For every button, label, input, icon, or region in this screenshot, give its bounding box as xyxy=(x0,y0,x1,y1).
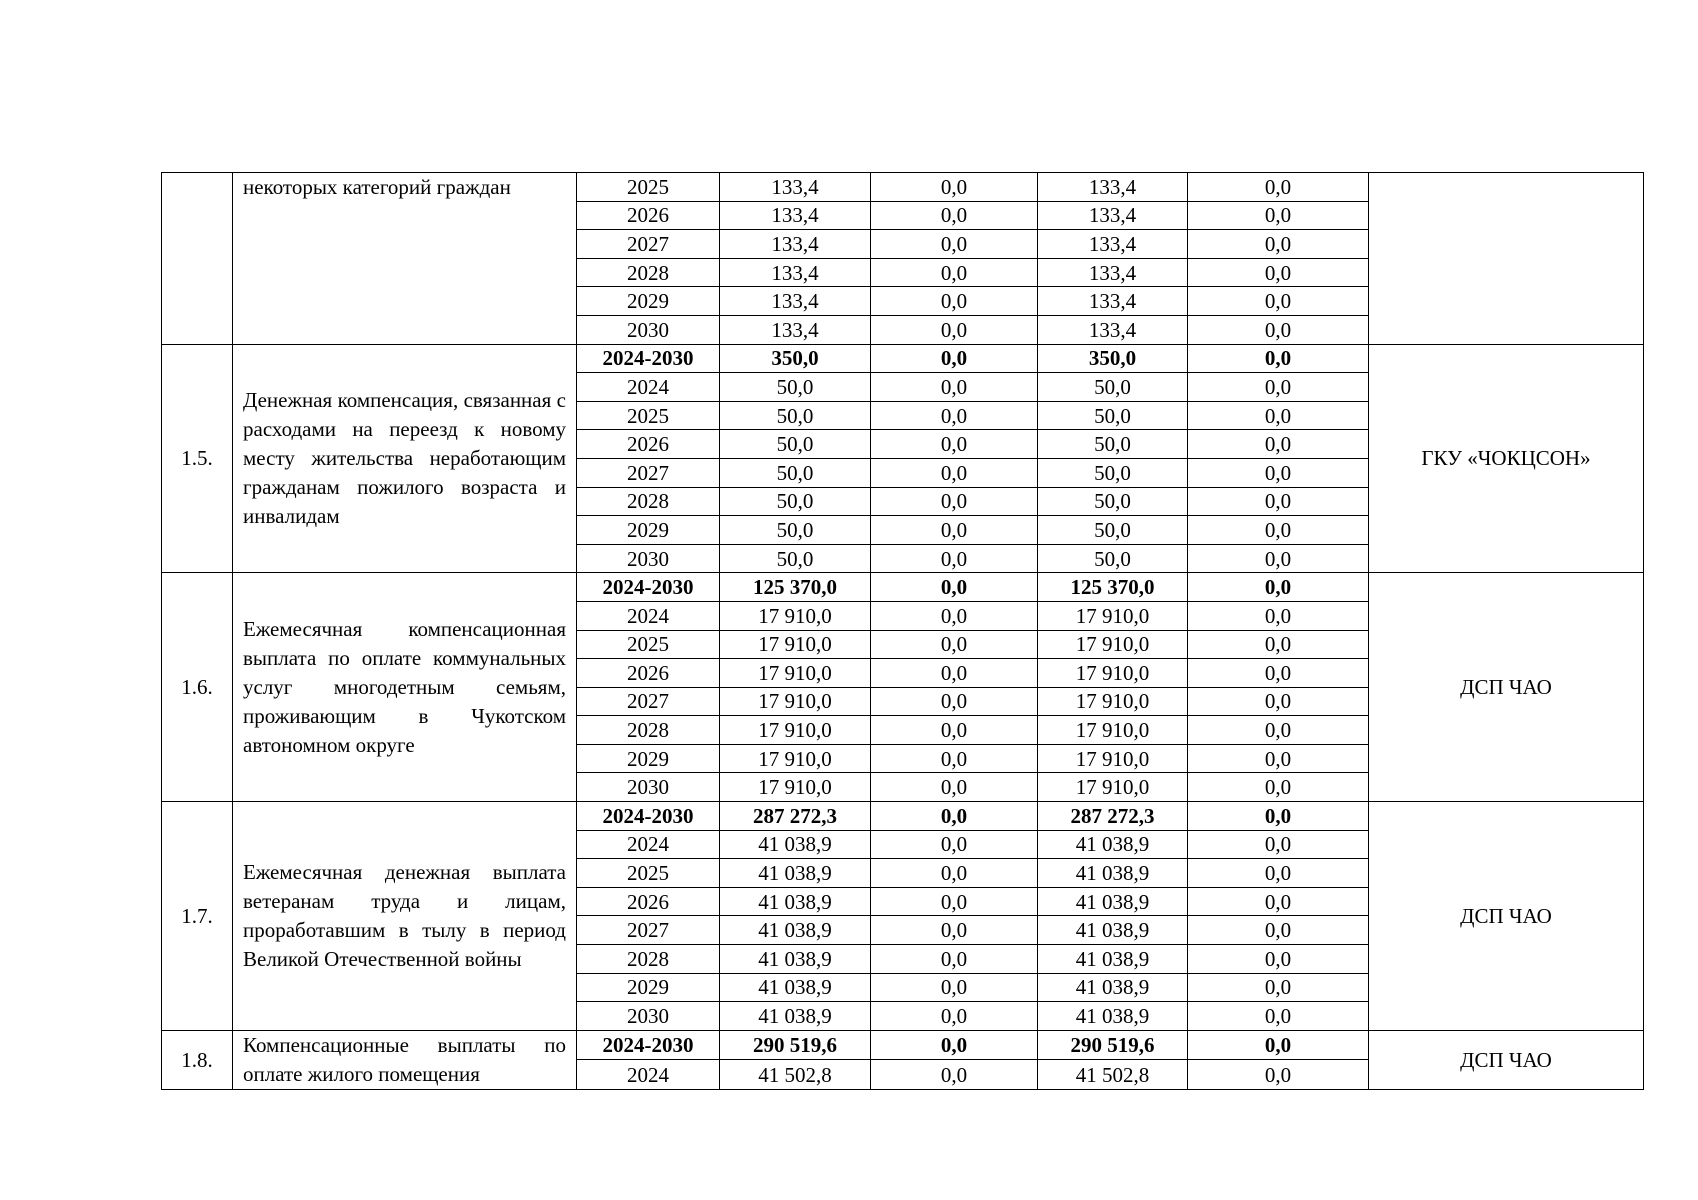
total-amount-cell: 50,0 xyxy=(720,373,871,402)
total-amount-cell: 17 910,0 xyxy=(720,744,871,773)
table-row-total xyxy=(162,573,1644,602)
regional-budget-cell: 133,4 xyxy=(1038,230,1188,259)
other-sources-cell: 0,0 xyxy=(1188,887,1369,916)
responsible-executor xyxy=(1369,173,1644,345)
federal-budget-cell: 0,0 xyxy=(871,630,1038,659)
federal-budget-cell: 0,0 xyxy=(871,973,1038,1002)
period-cell: 2026 xyxy=(577,430,720,459)
total-amount-cell: 41 038,9 xyxy=(720,916,871,945)
period-cell: 2028 xyxy=(577,258,720,287)
other-sources-cell: 0,0 xyxy=(1188,1002,1369,1031)
responsible-executor: ДСП ЧАО xyxy=(1369,573,1644,802)
period-cell: 2029 xyxy=(577,287,720,316)
other-sources-cell: 0,0 xyxy=(1188,230,1369,259)
other-sources-cell: 0,0 xyxy=(1188,601,1369,630)
period-cell: 2025 xyxy=(577,173,720,202)
other-sources-cell: 0,0 xyxy=(1188,458,1369,487)
regional-budget-cell: 41 038,9 xyxy=(1038,887,1188,916)
federal-budget-cell: 0,0 xyxy=(871,315,1038,344)
federal-budget-cell: 0,0 xyxy=(871,401,1038,430)
regional-budget-cell: 17 910,0 xyxy=(1038,601,1188,630)
period-cell: 2029 xyxy=(577,516,720,545)
period-cell: 2027 xyxy=(577,230,720,259)
other-sources-cell: 0,0 xyxy=(1188,430,1369,459)
federal-budget-cell: 0,0 xyxy=(871,230,1038,259)
regional-budget-cell: 41 038,9 xyxy=(1038,916,1188,945)
other-sources-cell: 0,0 xyxy=(1188,973,1369,1002)
other-sources-cell: 0,0 xyxy=(1188,1060,1369,1090)
regional-budget-cell: 125 370,0 xyxy=(1038,573,1188,602)
item-number: 1.5. xyxy=(162,344,233,573)
total-amount-cell: 50,0 xyxy=(720,458,871,487)
table-body xyxy=(162,173,1644,1090)
total-amount-cell: 17 910,0 xyxy=(720,659,871,688)
total-amount-cell: 50,0 xyxy=(720,430,871,459)
regional-budget-cell: 50,0 xyxy=(1038,401,1188,430)
total-amount-cell: 287 272,3 xyxy=(720,802,871,831)
period-cell: 2030 xyxy=(577,544,720,573)
period-cell: 2028 xyxy=(577,945,720,974)
period-cell: 2024 xyxy=(577,373,720,402)
total-amount-cell: 50,0 xyxy=(720,516,871,545)
period-cell: 2030 xyxy=(577,1002,720,1031)
regional-budget-cell: 50,0 xyxy=(1038,544,1188,573)
period-cell: 2028 xyxy=(577,487,720,516)
other-sources-cell: 0,0 xyxy=(1188,258,1369,287)
other-sources-cell: 0,0 xyxy=(1188,373,1369,402)
regional-budget-cell: 50,0 xyxy=(1038,516,1188,545)
federal-budget-cell: 0,0 xyxy=(871,1002,1038,1031)
period-cell: 2029 xyxy=(577,973,720,1002)
federal-budget-cell: 0,0 xyxy=(871,544,1038,573)
federal-budget-cell: 0,0 xyxy=(871,1030,1038,1060)
regional-budget-cell: 17 910,0 xyxy=(1038,744,1188,773)
responsible-executor: ДСП ЧАО xyxy=(1369,802,1644,1031)
regional-budget-cell: 41 038,9 xyxy=(1038,973,1188,1002)
regional-budget-cell: 290 519,6 xyxy=(1038,1030,1188,1060)
other-sources-cell: 0,0 xyxy=(1188,630,1369,659)
federal-budget-cell: 0,0 xyxy=(871,258,1038,287)
item-description: Ежемесячная денежная выплата ветеранам труда и лицам, проработавшим в тылу в период Великой Отечественной войны xyxy=(233,802,577,1031)
regional-budget-cell: 133,4 xyxy=(1038,287,1188,316)
federal-budget-cell: 0,0 xyxy=(871,373,1038,402)
federal-budget-cell: 0,0 xyxy=(871,659,1038,688)
total-amount-cell: 41 038,9 xyxy=(720,887,871,916)
total-amount-cell: 17 910,0 xyxy=(720,630,871,659)
federal-budget-cell: 0,0 xyxy=(871,344,1038,373)
federal-budget-cell: 0,0 xyxy=(871,887,1038,916)
total-amount-cell: 133,4 xyxy=(720,173,871,202)
other-sources-cell: 0,0 xyxy=(1188,287,1369,316)
federal-budget-cell: 0,0 xyxy=(871,744,1038,773)
item-description: Ежемесячная компенсационная выплата по оплате коммунальных услуг многодетным семьям, проживающим в Чукотском автономном округе xyxy=(233,573,577,802)
other-sources-cell: 0,0 xyxy=(1188,401,1369,430)
regional-budget-cell: 50,0 xyxy=(1038,430,1188,459)
regional-budget-cell: 41 038,9 xyxy=(1038,945,1188,974)
regional-budget-cell: 50,0 xyxy=(1038,373,1188,402)
total-amount-cell: 50,0 xyxy=(720,401,871,430)
regional-budget-cell: 41 038,9 xyxy=(1038,830,1188,859)
item-number: 1.6. xyxy=(162,573,233,802)
total-amount-cell: 41 038,9 xyxy=(720,973,871,1002)
other-sources-cell: 0,0 xyxy=(1188,859,1369,888)
total-amount-cell: 41 502,8 xyxy=(720,1060,871,1090)
period-cell: 2027 xyxy=(577,916,720,945)
period-cell: 2024-2030 xyxy=(577,802,720,831)
total-amount-cell: 41 038,9 xyxy=(720,1002,871,1031)
item-description: Денежная компенсация, связанная с расходами на переезд к новому месту жительства неработающим гражданам пожилого возраста и инвалидам xyxy=(233,344,577,573)
item-description: Компенсационные выплаты по оплате жилого помещения xyxy=(233,1030,577,1089)
budget-table xyxy=(161,172,1644,1090)
other-sources-cell: 0,0 xyxy=(1188,173,1369,202)
period-cell: 2026 xyxy=(577,201,720,230)
period-cell: 2028 xyxy=(577,716,720,745)
total-amount-cell: 133,4 xyxy=(720,287,871,316)
total-amount-cell: 133,4 xyxy=(720,258,871,287)
regional-budget-cell: 50,0 xyxy=(1038,458,1188,487)
federal-budget-cell: 0,0 xyxy=(871,458,1038,487)
period-cell: 2029 xyxy=(577,744,720,773)
total-amount-cell: 290 519,6 xyxy=(720,1030,871,1060)
other-sources-cell: 0,0 xyxy=(1188,716,1369,745)
responsible-executor: ГКУ «ЧОКЦСОН» xyxy=(1369,344,1644,573)
table-row-total xyxy=(162,344,1644,373)
federal-budget-cell: 0,0 xyxy=(871,945,1038,974)
federal-budget-cell: 0,0 xyxy=(871,1060,1038,1090)
other-sources-cell: 0,0 xyxy=(1188,773,1369,802)
other-sources-cell: 0,0 xyxy=(1188,802,1369,831)
federal-budget-cell: 0,0 xyxy=(871,287,1038,316)
regional-budget-cell: 17 910,0 xyxy=(1038,659,1188,688)
federal-budget-cell: 0,0 xyxy=(871,687,1038,716)
other-sources-cell: 0,0 xyxy=(1188,659,1369,688)
total-amount-cell: 17 910,0 xyxy=(720,773,871,802)
other-sources-cell: 0,0 xyxy=(1188,916,1369,945)
federal-budget-cell: 0,0 xyxy=(871,516,1038,545)
table-row-total xyxy=(162,802,1644,831)
other-sources-cell: 0,0 xyxy=(1188,744,1369,773)
federal-budget-cell: 0,0 xyxy=(871,573,1038,602)
period-cell: 2026 xyxy=(577,659,720,688)
other-sources-cell: 0,0 xyxy=(1188,1030,1369,1060)
item-number: 1.7. xyxy=(162,802,233,1031)
period-cell: 2024 xyxy=(577,830,720,859)
regional-budget-cell: 17 910,0 xyxy=(1038,716,1188,745)
regional-budget-cell: 17 910,0 xyxy=(1038,687,1188,716)
regional-budget-cell: 287 272,3 xyxy=(1038,802,1188,831)
period-cell: 2025 xyxy=(577,859,720,888)
regional-budget-cell: 41 038,9 xyxy=(1038,859,1188,888)
period-cell: 2024-2030 xyxy=(577,1030,720,1060)
federal-budget-cell: 0,0 xyxy=(871,773,1038,802)
federal-budget-cell: 0,0 xyxy=(871,802,1038,831)
federal-budget-cell: 0,0 xyxy=(871,430,1038,459)
total-amount-cell: 50,0 xyxy=(720,487,871,516)
regional-budget-cell: 133,4 xyxy=(1038,258,1188,287)
regional-budget-cell: 133,4 xyxy=(1038,315,1188,344)
period-cell: 2025 xyxy=(577,401,720,430)
period-cell: 2030 xyxy=(577,315,720,344)
period-cell: 2026 xyxy=(577,887,720,916)
regional-budget-cell: 133,4 xyxy=(1038,201,1188,230)
total-amount-cell: 350,0 xyxy=(720,344,871,373)
other-sources-cell: 0,0 xyxy=(1188,945,1369,974)
period-cell: 2024-2030 xyxy=(577,344,720,373)
federal-budget-cell: 0,0 xyxy=(871,916,1038,945)
period-cell: 2027 xyxy=(577,458,720,487)
total-amount-cell: 41 038,9 xyxy=(720,945,871,974)
other-sources-cell: 0,0 xyxy=(1188,573,1369,602)
total-amount-cell: 125 370,0 xyxy=(720,573,871,602)
total-amount-cell: 133,4 xyxy=(720,315,871,344)
period-cell: 2025 xyxy=(577,630,720,659)
other-sources-cell: 0,0 xyxy=(1188,516,1369,545)
period-cell: 2024-2030 xyxy=(577,573,720,602)
other-sources-cell: 0,0 xyxy=(1188,487,1369,516)
responsible-executor: ДСП ЧАО xyxy=(1369,1030,1644,1089)
item-description: некоторых категорий граждан xyxy=(233,173,577,345)
other-sources-cell: 0,0 xyxy=(1188,544,1369,573)
total-amount-cell: 41 038,9 xyxy=(720,830,871,859)
federal-budget-cell: 0,0 xyxy=(871,173,1038,202)
total-amount-cell: 133,4 xyxy=(720,201,871,230)
federal-budget-cell: 0,0 xyxy=(871,859,1038,888)
total-amount-cell: 17 910,0 xyxy=(720,687,871,716)
federal-budget-cell: 0,0 xyxy=(871,716,1038,745)
regional-budget-cell: 17 910,0 xyxy=(1038,630,1188,659)
regional-budget-cell: 17 910,0 xyxy=(1038,773,1188,802)
other-sources-cell: 0,0 xyxy=(1188,830,1369,859)
period-cell: 2027 xyxy=(577,687,720,716)
table-row-total xyxy=(162,1030,1644,1060)
other-sources-cell: 0,0 xyxy=(1188,315,1369,344)
regional-budget-cell: 350,0 xyxy=(1038,344,1188,373)
item-number: 1.8. xyxy=(162,1030,233,1089)
table-row xyxy=(162,173,1644,202)
federal-budget-cell: 0,0 xyxy=(871,201,1038,230)
period-cell: 2024 xyxy=(577,601,720,630)
regional-budget-cell: 41 038,9 xyxy=(1038,1002,1188,1031)
other-sources-cell: 0,0 xyxy=(1188,344,1369,373)
total-amount-cell: 50,0 xyxy=(720,544,871,573)
regional-budget-cell: 133,4 xyxy=(1038,173,1188,202)
total-amount-cell: 17 910,0 xyxy=(720,716,871,745)
regional-budget-cell: 50,0 xyxy=(1038,487,1188,516)
total-amount-cell: 133,4 xyxy=(720,230,871,259)
other-sources-cell: 0,0 xyxy=(1188,687,1369,716)
regional-budget-cell: 41 502,8 xyxy=(1038,1060,1188,1090)
period-cell: 2024 xyxy=(577,1060,720,1090)
federal-budget-cell: 0,0 xyxy=(871,830,1038,859)
federal-budget-cell: 0,0 xyxy=(871,601,1038,630)
other-sources-cell: 0,0 xyxy=(1188,201,1369,230)
total-amount-cell: 41 038,9 xyxy=(720,859,871,888)
total-amount-cell: 17 910,0 xyxy=(720,601,871,630)
period-cell: 2030 xyxy=(577,773,720,802)
item-number xyxy=(162,173,233,345)
federal-budget-cell: 0,0 xyxy=(871,487,1038,516)
